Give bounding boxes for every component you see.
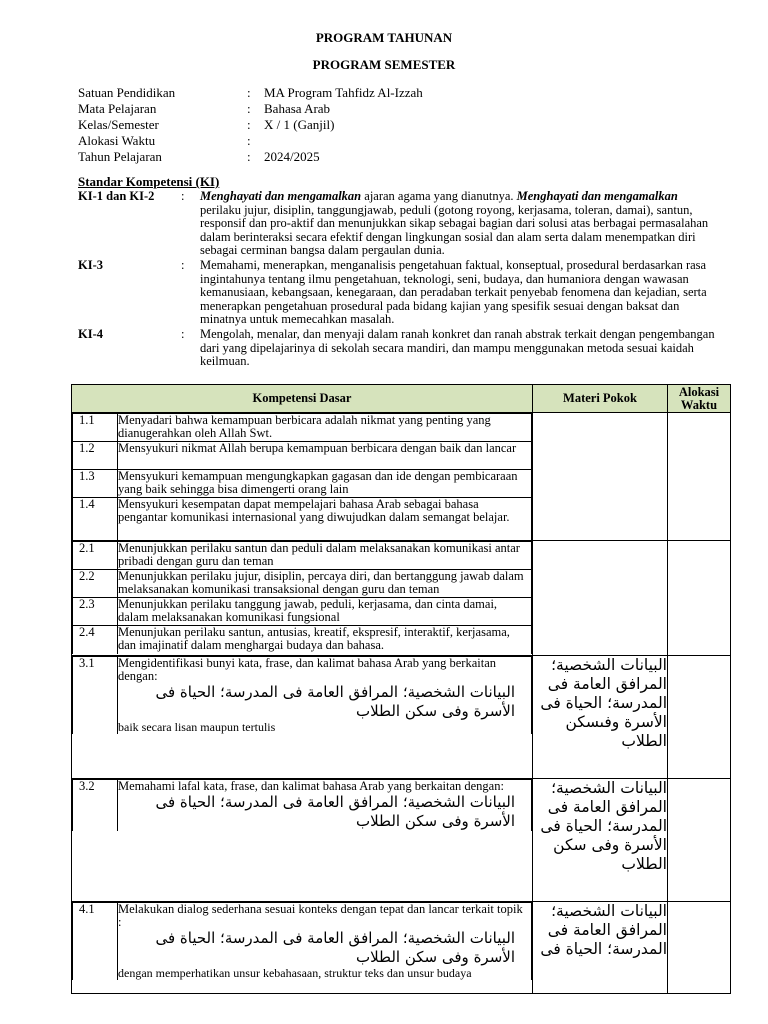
ki-heading: Standar Kompetensi (KI) <box>78 174 220 189</box>
kd-number: 1.2 <box>73 442 118 470</box>
kd-item <box>73 597 532 625</box>
kd-item <box>73 569 532 597</box>
kd-text-continuation: dengan memperhatikan unsur kebahasaan, struktur teks dan unsur budaya <box>118 965 472 980</box>
ki-colon: : <box>181 327 185 341</box>
table-row <box>72 413 731 541</box>
ki-text: Menghayati dan mengamalkan ajaran agama yang dianutnya. Menghayati dan mengamalkan perilaku jujur, disiplin, tanggungjawab, peduli (gotong royong, kerjasama, toleran, damai), santun, responsif dan pro-aktif dan menunjukkan sikap sebagai bagian dari solusi atas berbagai permasalahan dalam berinteraksi secara efektif dengan lingkungan sosial dan alam serta dalam menempatkan diri sebagai cerminan bangsa dalam pergaulan dunia. <box>200 189 709 258</box>
kd-text: Menunjukkan perilaku santun dan peduli dalam melaksanakan komunikasi antar pribadi dengan guru dan teman <box>118 541 532 569</box>
alokasi-cell <box>668 413 731 541</box>
identity-label: Satuan Pendidikan <box>78 85 176 100</box>
ki-text: Memahami, menerapkan, menganalisis pengetahuan faktual, konseptual, prosedural berdasarkan rasa ingintahunya tentang ilmu pengetahuan, teknologi, seni, budaya, dan humaniora dengan wawasan kemanusiaan, kebangsaan, kenegaraan, dan peradaban terkait penyebab fenomena dan kejadian, serta menerapkan pengetahuan prosedural pada bidang kajian yang spesifik sesuai dengan baksat dan minatnya untuk memecahkan masalah. <box>200 258 707 327</box>
kd-text: Mensyukuri kemampuan mengungkapkan gagasan dan ide dengan pembicaraan yang baik sehingga bisa dimengerti orang lain <box>118 470 532 498</box>
kd-number: 2.1 <box>73 541 118 569</box>
ki-colon: : <box>181 189 185 203</box>
table-row <box>72 901 731 993</box>
kd-item <box>73 625 532 654</box>
kd-text: Mengidentifikasi bunyi kata, frase, dan kalimat bahasa Arab yang berkaitan dengan: <box>118 655 496 683</box>
header-kompetensi-dasar: Kompetensi Dasar <box>72 385 533 413</box>
alokasi-cell <box>668 778 731 901</box>
kd-arabic-topics: البيانات الشخصية؛ المرافق العامة فى المدرسة؛ الحياة فى الأسرة وفى سكن الطلاب <box>155 682 515 720</box>
ki-label: KI-1 dan KI-2 <box>78 189 155 203</box>
table-row <box>72 540 731 655</box>
materi-pokok-text: البيانات الشخصية؛ المرافق العامة فى المدرسة؛ الحياة فى الأسرة وفى سكن الطلاب <box>533 778 668 901</box>
document-subtitle: PROGRAM SEMESTER <box>312 57 456 72</box>
kd-number: 3.2 <box>73 779 118 831</box>
materi-pokok-text: البيانات الشخصية؛ المرافق العامة فى المدرسة؛ الحياة فى <box>533 901 668 993</box>
kompetensi-table <box>71 384 731 994</box>
kd-number: 2.3 <box>73 597 118 625</box>
ki-label: KI-4 <box>78 327 103 341</box>
identity-colon: : <box>247 133 251 148</box>
ki-text: Mengolah, menalar, dan menyaji dalam ranah konkret dan ranah abstrak terkait dengan pengembangan dari yang dipelajarinya di sekolah secara mandiri, dan mampu menggunakan metoda sesuai kaidah keilmuan. <box>200 327 715 369</box>
header-alokasi-waktu: Alokasi Waktu <box>668 385 731 413</box>
identity-value: Bahasa Arab <box>264 101 331 116</box>
kd-number: 4.1 <box>73 902 118 980</box>
kd-number: 2.4 <box>73 625 118 654</box>
table-row <box>72 778 731 901</box>
materi-pokok-text: البيانات الشخصية؛ المرافق العامة فى المدرسة؛ الحياة فى الأسرة وفىسكن الطلاب <box>533 655 668 778</box>
materi-cell <box>533 540 668 655</box>
identity-colon: : <box>247 85 251 100</box>
kd-number: 1.1 <box>73 414 118 442</box>
identity-label: Tahun Pelajaran <box>78 149 162 164</box>
kd-text: Menyadari bahwa kemampuan berbicara adalah nikmat yang penting yang dianugerahkan oleh Allah Swt. <box>118 414 532 442</box>
kd-number: 1.4 <box>73 498 118 540</box>
kd-text: Melakukan dialog sederhana sesuai konteks dengan tepat dan lancar terkait topik : <box>118 901 523 929</box>
kd-number: 2.2 <box>73 569 118 597</box>
table-header-row <box>72 385 731 413</box>
alokasi-cell <box>668 540 731 655</box>
identity-colon: : <box>247 117 251 132</box>
identity-label: Mata Pelajaran <box>78 101 157 116</box>
identity-value: X / 1 (Ganjil) <box>264 117 335 132</box>
kd-cell <box>72 540 533 655</box>
kd-number: 1.3 <box>73 470 118 498</box>
identity-value: MA Program Tahfidz Al-Izzah <box>264 85 423 100</box>
kd-cell <box>72 413 533 541</box>
kd-text: Memahami lafal kata, frase, dan kalimat bahasa Arab yang berkaitan dengan: <box>118 778 504 793</box>
kd-text: Menunjukkan perilaku jujur, disiplin, percaya diri, dan bertanggung jawab dalam melaksanakan komunikasi transaksional dengan guru dan teman <box>118 569 532 597</box>
identity-value: 2024/2025 <box>264 149 320 164</box>
kd-text: Mensyukuri kesempatan dapat mempelajari bahasa Arab sebagai bahasa pengantar komunikasi internasional yang diwujudkan dalam semangat belajar. <box>118 498 532 540</box>
ki-emphasis: Menghayati dan mengamalkan <box>200 189 362 203</box>
kd-group-2 <box>72 541 532 655</box>
materi-cell <box>533 413 668 541</box>
kd-item <box>73 442 532 470</box>
table-row <box>72 655 731 778</box>
alokasi-cell <box>668 655 731 778</box>
kd-group-1 <box>72 413 532 540</box>
header-materi-pokok: Materi Pokok <box>533 385 668 413</box>
identity-label: Kelas/Semester <box>78 117 159 132</box>
kd-cell <box>72 778 533 901</box>
kd-arabic-topics: البيانات الشخصية؛ المرافق العامة فى المدرسة؛ الحياة فى الأسرة وفى سكن الطلاب <box>155 792 515 830</box>
document-title: PROGRAM TAHUNAN <box>315 30 453 45</box>
ki-colon: : <box>181 258 185 272</box>
kd-text: Menunjukan perilaku santun, antusias, kreatif, ekspresif, interaktif, kerjasama, dan imajinatif dalam menghargai budaya dan bahasa. <box>118 625 532 654</box>
alokasi-cell <box>668 901 731 993</box>
kd-item <box>73 498 532 540</box>
kd-arabic-topics: البيانات الشخصية؛ المرافق العامة فى المدرسة؛ الحياة فى الأسرة وفى سكن الطلاب <box>155 928 515 966</box>
identity-colon: : <box>247 149 251 164</box>
kd-cell <box>72 901 533 993</box>
kd-item <box>73 541 532 569</box>
kd-item <box>73 470 532 498</box>
identity-label: Alokasi Waktu <box>78 133 156 148</box>
kd-item <box>73 414 532 442</box>
kd-text: Menunjukkan perilaku tanggung jawab, peduli, kerjasama, dan cinta damai, dalam melaksanakan komunikasi fungsional <box>118 597 532 625</box>
kd-text-continuation: baik secara lisan maupun tertulis <box>118 719 276 734</box>
kd-cell <box>72 655 533 778</box>
ki-label: KI-3 <box>78 258 103 272</box>
kd-number: 3.1 <box>73 656 118 734</box>
identity-colon: : <box>247 101 251 116</box>
ki-emphasis: Menghayati dan mengamalkan <box>516 189 678 203</box>
kd-text: Mensyukuri nikmat Allah berupa kemampuan berbicara dengan baik dan lancar <box>118 442 532 470</box>
